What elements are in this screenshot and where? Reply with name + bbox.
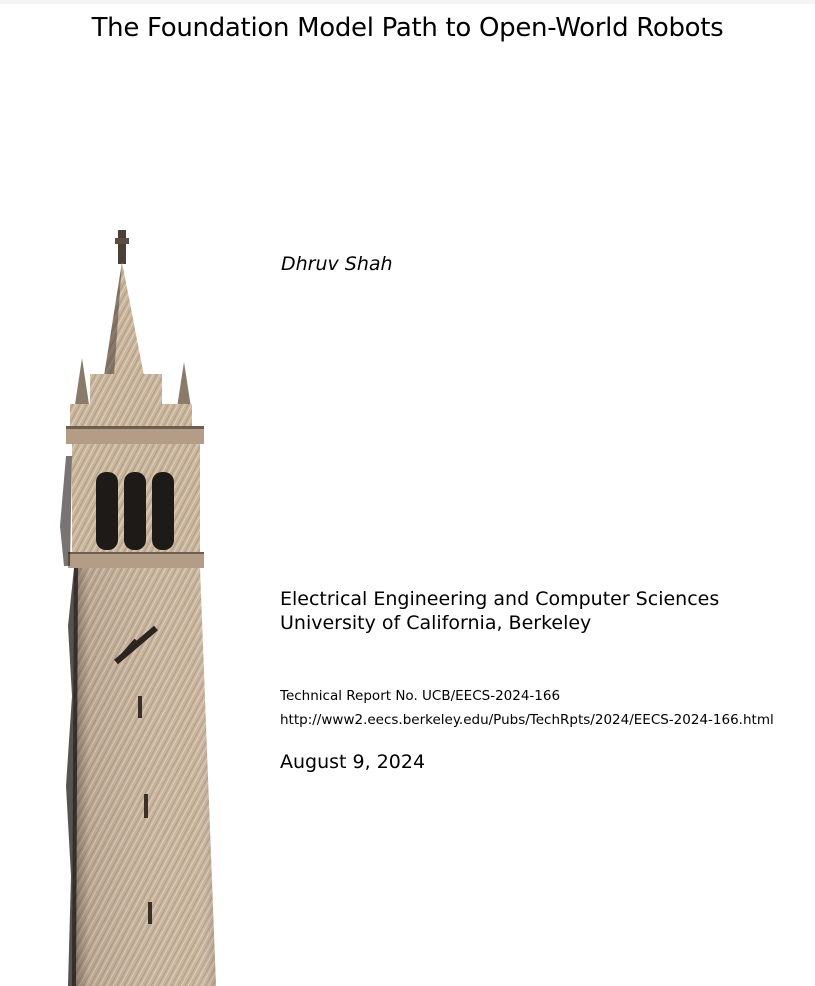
department-name: Electrical Engineering and Computer Sciences (280, 588, 720, 610)
report-title: The Foundation Model Path to Open-World Robots (91, 13, 724, 43)
report-date: August 9, 2024 (280, 751, 426, 773)
report-number: Technical Report No. UCB/EECS-2024-166 (280, 688, 561, 704)
report-url-link[interactable]: http://www2.eecs.berkeley.edu/Pubs/TechRpts/2024/EECS-2024-166.html (280, 712, 774, 728)
page-top-shade (0, 0, 815, 4)
author-name: Dhruv Shah (281, 253, 393, 275)
university-name: University of California, Berkeley (280, 612, 592, 634)
report-info (280, 684, 774, 732)
campanile-tower-illustration (52, 226, 222, 986)
institution-block (280, 587, 719, 635)
